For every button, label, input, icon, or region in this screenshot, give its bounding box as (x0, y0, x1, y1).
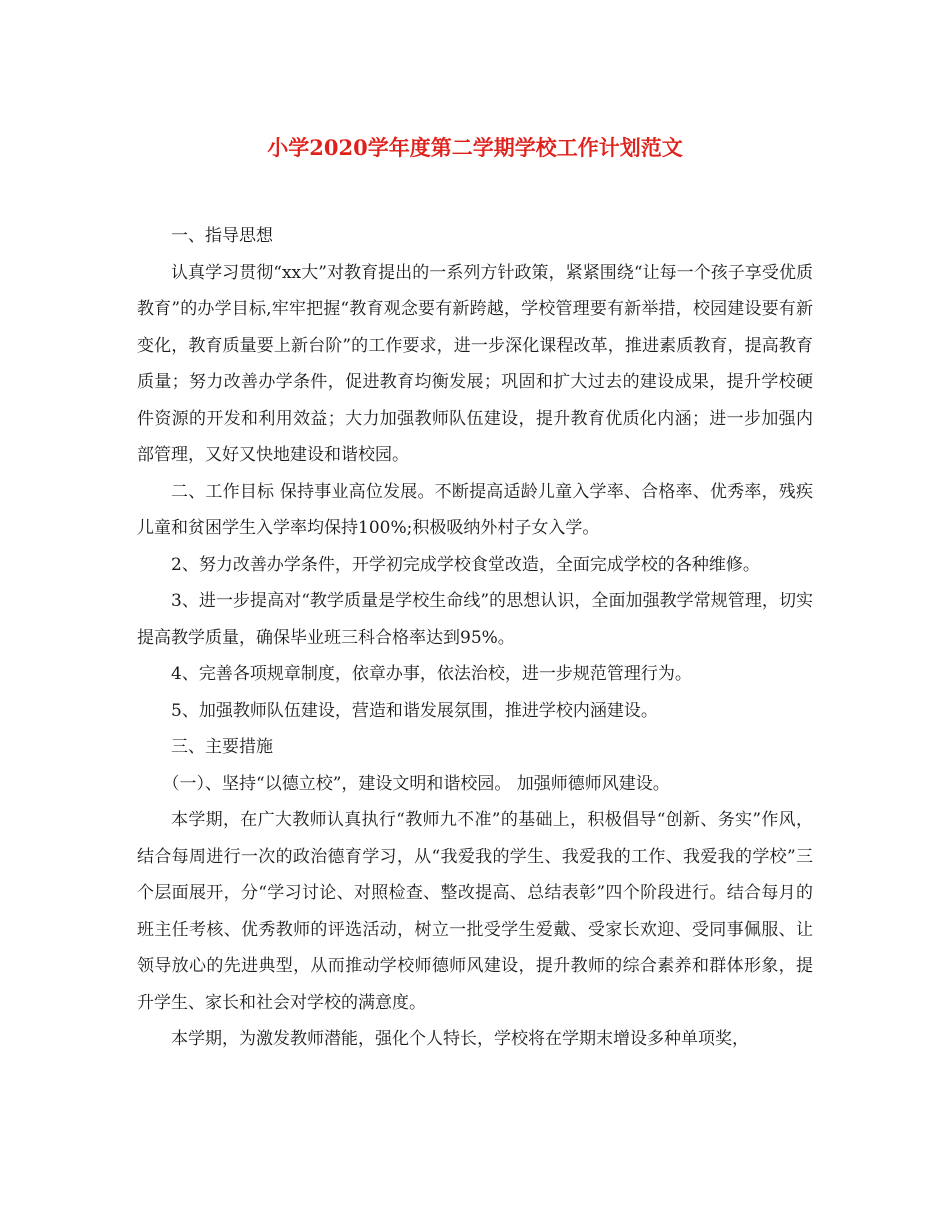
paragraph-goal-2: 2、努力改善办学条件，开学初完成学校食堂改造，全面完成学校的各种维修。 (171, 554, 760, 575)
document-body (137, 218, 813, 1058)
paragraph-ethics-building: 本学期，在广大教师认真执行“教师九不准”的基础上，积极倡导“创新、务实”作风，结合每周进行一次的政治德育学习，从“我爱我的学生、我爱我的工作、我爱我的学校”三个层面展开，分“学习讨论、对照检查、整改提高、总结表彰”四个阶段进行。结合每月的班主任考核、优秀教师的评选活动，树立一批受学生爱戴、受家长欢迎、受同事佩服、让领导放心的先进典型，从而推动学校师德师风建设，提升教师的综合素养和群体形象，提升学生、家长和社会对学校的满意度。 (137, 810, 813, 1013)
document-title: 小学2020学年度第二学期学校工作计划范文 (267, 135, 683, 160)
paragraph-guiding-ideology: 认真学习贯彻“xx大”对教育提出的一系列方针政策，紧紧围绕“让每一个孩子享受优质教育”的办学目标,牢牢把握“教育观念要有新跨越，学校管理要有新举措，校园建设要有新变化，教育质量要上新台阶”的工作要求，进一步深化课程改革，推进素质教育，提高教育质量；努力改善办学条件，促进教育均衡发展；巩固和扩大过去的建设成果，提升学校硬件资源的开发和利用效益；大力加强教师队伍建设，提升教育优质化内涵；进一步加强内部管理，又好又快地建设和谐校园。 (137, 262, 813, 465)
subheading-measure-1: （一）、坚持“以德立校”，建设文明和谐校园。 加强师德师风建设。 (162, 773, 670, 794)
section-heading-main-measures: 三、主要措施 (171, 737, 273, 757)
paragraph-goal-3: 3、进一步提高对“教学质量是学校生命线”的思想认识，全面加强教学常规管理，切实提高教学质量，确保毕业班三科合格率达到95%。 (137, 591, 813, 648)
section-heading-guiding-ideology: 一、指导思想 (171, 226, 273, 246)
paragraph-goal-5: 5、加强教师队伍建设，营造和谐发展氛围，推进学校内涵建设。 (171, 700, 658, 721)
paragraph-goal-4: 4、完善各项规章制度，依章办事，依法治校，进一步规范管理行为。 (171, 664, 692, 684)
paragraph-teacher-awards: 本学期，为激发教师潜能，强化个人特长，学校将在学期末增设多种单项奖， (171, 1029, 749, 1049)
paragraph-work-goals: 二、工作目标 保持事业高位发展。不断提高适龄儿童入学率、合格率、优秀率，残疾儿童和贫困学生入学率均保持100%;积极吸纳外村子女入学。 (137, 481, 813, 538)
